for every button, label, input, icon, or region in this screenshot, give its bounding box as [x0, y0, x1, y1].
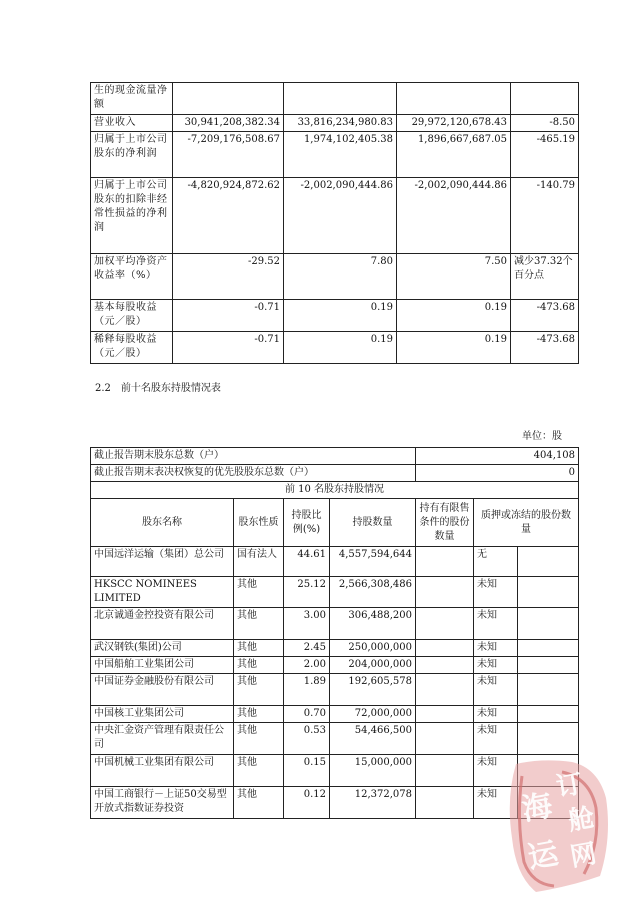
cell-value: 7.50: [397, 254, 511, 300]
shareholder-ratio: 0.12: [284, 787, 330, 819]
row-label: 稀释每股收益（元／股）: [91, 332, 173, 364]
section-title: 2.2 前十名股东持股情况表: [95, 383, 221, 394]
top10-title: 前 10 名股东持股情况: [91, 482, 579, 499]
cell-value: 1,974,102,405.38: [284, 132, 397, 178]
shareholder-qty: 250,000,000: [330, 640, 416, 657]
cell-value: -473.68: [511, 332, 579, 364]
financial-table-body: [91, 83, 579, 364]
cell-value: -140.79: [511, 178, 579, 254]
shareholder-pledge: 无: [474, 547, 518, 577]
pledge-qty: [518, 657, 579, 674]
shareholder-qty: 306,488,200: [330, 608, 416, 640]
shareholder-ratio: 1.89: [284, 674, 330, 706]
cell-value: 1,896,667,687.05: [397, 132, 511, 178]
table-row: [91, 723, 579, 755]
shareholder-ratio: 3.00: [284, 608, 330, 640]
pledge-qty: [518, 674, 579, 706]
shareholder-qty: 72,000,000: [330, 706, 416, 723]
table-row: [91, 83, 579, 115]
preferred-shareholders-value: 0: [416, 465, 579, 482]
shareholder-ratio: 0.53: [284, 723, 330, 755]
shareholder-name: 中国机械工业集团有限公司: [91, 755, 234, 787]
row-label: 基本每股收益（元／股）: [91, 300, 173, 332]
cell-value: 7.80: [284, 254, 397, 300]
shareholder-pledge: 未知: [474, 755, 518, 787]
shareholder-ratio: 25.12: [284, 577, 330, 608]
financial-indicators-table: [90, 82, 579, 364]
cell-value: -2,002,090,444.86: [284, 178, 397, 254]
pledge-qty: [518, 706, 579, 723]
shareholder-nature: 其他: [234, 706, 284, 723]
pledge-qty: [518, 577, 579, 608]
header-ratio: 持股比例(%): [284, 499, 330, 547]
watermark-logo: [502, 758, 614, 896]
table-row: [91, 254, 579, 300]
cell-value: 0.19: [397, 300, 511, 332]
header-nature: 股东性质: [234, 499, 284, 547]
svg-text:运: 运: [525, 836, 561, 876]
shareholder-pledge: 未知: [474, 608, 518, 640]
svg-text:网: 网: [568, 838, 599, 873]
preferred-shareholders-row: [91, 465, 579, 482]
shareholder-nature: 国有法人: [234, 547, 284, 577]
shareholder-qty: 15,000,000: [330, 755, 416, 787]
shareholder-name: 武汉钢铁(集团)公司: [91, 640, 234, 657]
shareholder-nature: 其他: [234, 674, 284, 706]
svg-text:舱: 舱: [566, 802, 597, 837]
shareholder-nature: 其他: [234, 577, 284, 608]
shareholder-pledge: 未知: [474, 640, 518, 657]
table-row: [91, 608, 579, 640]
total-shareholders-value: 404,108: [416, 448, 579, 465]
cell-value: 33,816,234,980.83: [284, 115, 397, 132]
cell-value: 0.19: [284, 300, 397, 332]
cell-value: -465.19: [511, 132, 579, 178]
shareholder-restricted: [416, 706, 474, 723]
total-shareholders-row: [91, 448, 579, 465]
cell-value: 0.19: [284, 332, 397, 364]
cell-value: -29.52: [173, 254, 284, 300]
table-row: [91, 706, 579, 723]
cell-value: [173, 83, 284, 115]
table-row: [91, 547, 579, 577]
row-label: 生的现金流量净额: [91, 83, 173, 115]
shareholder-name: HKSCC NOMINEES LIMITED: [91, 577, 234, 608]
total-shareholders-label: 截止报告期末股东总数（户）: [91, 448, 416, 465]
cell-value: -2,002,090,444.86: [397, 178, 511, 254]
shareholder-nature: 其他: [234, 640, 284, 657]
shareholder-restricted: [416, 787, 474, 819]
row-label: 归属于上市公司股东的净利润: [91, 132, 173, 178]
shareholder-restricted: [416, 547, 474, 577]
header-name: 股东名称: [91, 499, 234, 547]
shareholder-restricted: [416, 608, 474, 640]
shareholder-restricted: [416, 657, 474, 674]
shareholder-pledge: 未知: [474, 674, 518, 706]
svg-text:订: 订: [554, 768, 585, 803]
shareholder-name: 中国船舶工业集团公司: [91, 657, 234, 674]
shareholder-qty: 204,000,000: [330, 657, 416, 674]
cell-value: -4,820,924,872.62: [173, 178, 284, 254]
cell-value: [397, 83, 511, 115]
cell-value: -473.68: [511, 300, 579, 332]
header-restricted: 持有有限售条件的股份数量: [416, 499, 474, 547]
shareholder-ratio: 2.00: [284, 657, 330, 674]
header-qty: 持股数量: [330, 499, 416, 547]
shareholder-pledge: 未知: [474, 577, 518, 608]
shareholder-qty: 4,557,594,644: [330, 547, 416, 577]
cell-value: [284, 83, 397, 115]
shareholder-ratio: 0.70: [284, 706, 330, 723]
shareholder-restricted: [416, 723, 474, 755]
header-pledge: 质押或冻结的股份数量: [474, 499, 579, 547]
table-row: [91, 577, 579, 608]
shareholder-nature: 其他: [234, 608, 284, 640]
shareholder-name: 北京诚通金控投资有限公司: [91, 608, 234, 640]
unit-label: 单位：股: [522, 431, 562, 442]
cell-value: 30,941,208,382.34: [173, 115, 284, 132]
pledge-qty: [518, 640, 579, 657]
table-row: [91, 332, 579, 364]
row-label: 营业收入: [91, 115, 173, 132]
shareholder-qty: 192,605,578: [330, 674, 416, 706]
top10-title-row: [91, 482, 579, 499]
cell-value: [511, 83, 579, 115]
table-row: [91, 132, 579, 178]
pledge-qty: [518, 547, 579, 577]
cell-value: -7,209,176,508.67: [173, 132, 284, 178]
cell-value: 减少37.32个百分点: [511, 254, 579, 300]
cell-value: 0.19: [397, 332, 511, 364]
shareholder-pledge: 未知: [474, 706, 518, 723]
shareholder-restricted: [416, 674, 474, 706]
header-row: [91, 499, 579, 547]
shareholder-qty: 12,372,078: [330, 787, 416, 819]
shareholder-qty: 2,566,308,486: [330, 577, 416, 608]
shareholder-restricted: [416, 640, 474, 657]
shareholder-name: 中国工商银行－上证50交易型开放式指数证券投资: [91, 787, 234, 819]
shareholder-nature: 其他: [234, 723, 284, 755]
shareholder-pledge: 未知: [474, 657, 518, 674]
cell-value: -0.71: [173, 300, 284, 332]
row-label: 加权平均净资产收益率（%）: [91, 254, 173, 300]
pledge-qty: [518, 608, 579, 640]
shareholder-nature: 其他: [234, 755, 284, 787]
pledge-qty: [518, 723, 579, 755]
table-row: [91, 674, 579, 706]
shareholder-nature: 其他: [234, 787, 284, 819]
svg-text:海: 海: [519, 788, 555, 828]
cell-value: -8.50: [511, 115, 579, 132]
shareholder-restricted: [416, 755, 474, 787]
shareholder-name: 中央汇金资产管理有限责任公司: [91, 723, 234, 755]
table-row: [91, 640, 579, 657]
table-row: [91, 178, 579, 254]
watermark-stamp: [502, 758, 614, 896]
table-row: [91, 300, 579, 332]
table-row: [91, 657, 579, 674]
shareholder-restricted: [416, 577, 474, 608]
row-label: 归属于上市公司股东的扣除非经常性损益的净利润: [91, 178, 173, 254]
shareholder-ratio: 0.15: [284, 755, 330, 787]
cell-value: -0.71: [173, 332, 284, 364]
preferred-shareholders-label: 截止报告期末表决权恢复的优先股股东总数（户）: [91, 465, 416, 482]
shareholder-name: 中国证券金融股份有限公司: [91, 674, 234, 706]
shareholder-name: 中国核工业集团公司: [91, 706, 234, 723]
shareholder-pledge: 未知: [474, 723, 518, 755]
shareholder-qty: 54,466,500: [330, 723, 416, 755]
shareholder-nature: 其他: [234, 657, 284, 674]
shareholder-name: 中国远洋运输（集团）总公司: [91, 547, 234, 577]
table-row: [91, 115, 579, 132]
shareholder-ratio: 2.45: [284, 640, 330, 657]
cell-value: 29,972,120,678.43: [397, 115, 511, 132]
shareholder-pledge: 未知: [474, 787, 518, 819]
shareholder-ratio: 44.61: [284, 547, 330, 577]
